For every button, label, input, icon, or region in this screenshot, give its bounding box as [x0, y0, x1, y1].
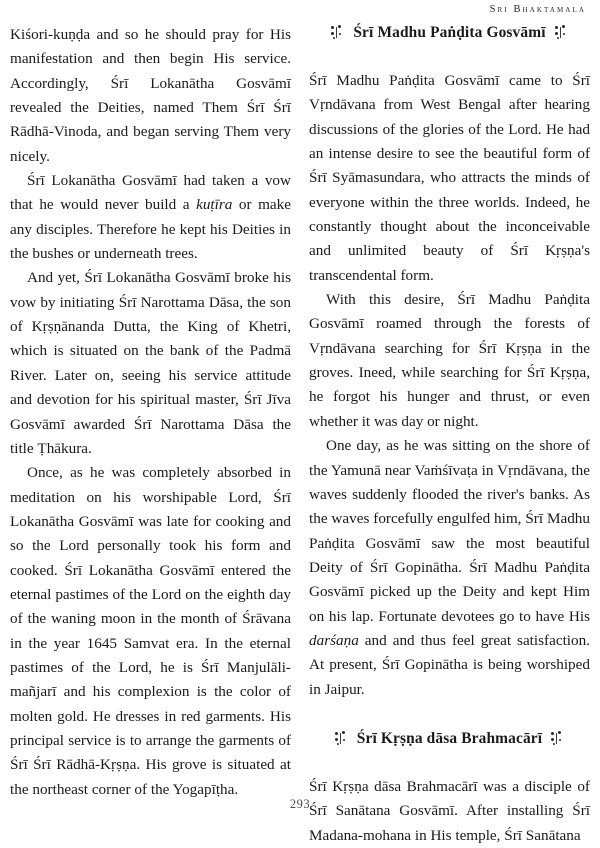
para-madhu-came: Śrī Madhu Paṅḍita Gosvāmī came to Śrī Vṛndāvana from West Bengal after hearing discussions of the glories of the Lord. He had an intense desire to see the beautiful form of Śrī Syāmasundara, who attracts the minds of everyone within the three worlds. Indeed, he constantly thought about the inconceivable and unlimited beauty of Śrī Kṛṣṇa's transcendental form. [309, 72, 590, 284]
page-number: 293 [289, 797, 311, 811]
italic-term: darśaṇa [309, 631, 359, 649]
para-cooking: Once, as he was completely absorbed in meditation on his worshipable Lord, Śrī Lokanātha Gosvāmī was late for cooking and so the Lord personally took his form and cooked. Śrī Lokanātha Gosvāmī entered the eternal pastimes of the Lord on the eighth day of the waning moon in the month of Śrāvana in the year 1645 Samvat era. In the eternal pastimes of the Lord, he is Śrī Manjulāli-mañjarī and his complexion is the color of molten gold. He dresses in red garments. His principal service is to arrange the garments of Śrī Śrī Rādhā-Kṛṣṇa. His grove is situated at the northeast corner of the Yogapīṭha. [10, 464, 291, 798]
right-column [309, 23, 590, 848]
ornament-right-icon [555, 25, 568, 41]
para-vow: Śrī Lokanātha Gosvāmī had taken a vow that he would never build a kuṭīra or make any disciples. Therefore he kept his Deities in the bushes or underneath trees. [10, 172, 292, 263]
running-head: Sri Bhaktamala [489, 4, 586, 15]
para-yamuna: One day, as he was sitting on the shore of the Yamunā near Vaṁśīvaṭa in Vṛndāvana, the waves suddenly flooded the river's banks. As the waves forcefully engulfed him, Śrī Madhu Paṅḍita Gosvāmī saw the most beautiful Deity of Śrī Gopinātha. Śrī Madhu Paṅḍita Gosvāmī picked up the Deity and kept Him on his lap. Fortunate devotees go to have His darśaṇa and and thus feel great satisfaction. At present, Śrī Gopinātha is being worshiped in Jaipur. [309, 437, 590, 698]
para-roamed: With this desire, Śrī Madhu Paṅḍita Gosvāmī roamed through the forests of Vṛndāvana searching for Śrī Kṛṣṇa in the groves. Ineed, while searching for Śrī Kṛṣṇa, he forgot his hunger and thrust, or even whether it was day or night. [309, 291, 590, 430]
left-column [10, 23, 291, 802]
ornament-left-icon [335, 731, 348, 747]
heading-space-before [309, 702, 590, 729]
ornament-right-icon [551, 731, 564, 747]
para-krsna-dasa: Śrī Kṛṣṇa dāsa Brahmacārī was a disciple of Śrī Sanātana Gosvāmī. After installing Śrī Madana-mohana in His temple, Śrī Sanātana [309, 777, 590, 844]
section-title: Śrī Kṛṣṇa dāsa Brahmacārī [356, 729, 543, 747]
italic-term: kuṭīra [196, 196, 233, 214]
heading-space-after [309, 749, 590, 775]
heading-krsna-dasa [309, 729, 590, 749]
heading-space-after [309, 43, 590, 69]
heading-madhu-pandita [309, 23, 590, 43]
para-narottama: And yet, Śrī Lokanātha Gosvāmī broke his vow by initiating Śrī Narottama Dāsa, the son of Kṛṣṇānanda Dutta, the King of Khetri, which is situated on the bank of the Padmā River. Later on, seeing his service attitude and devotion for his spiritual master, Śrī Jīva Gosvāmī awarded Śrī Narottama Dāsa the title Ṭhākura. [10, 269, 291, 457]
section-title: Śrī Madhu Paṅḍita Gosvāmī [353, 24, 546, 41]
ornament-left-icon [331, 25, 344, 41]
para-kisori-kunda: Kiśori-kuṇḍa and so he should pray for His manifestation and then begin His service. Accordingly, Śrī Lokanātha Gosvāmī revealed the Deities, named Them Śrī Śrī Rādhā-Vinoda, and began serving Them very nicely. [10, 26, 291, 165]
